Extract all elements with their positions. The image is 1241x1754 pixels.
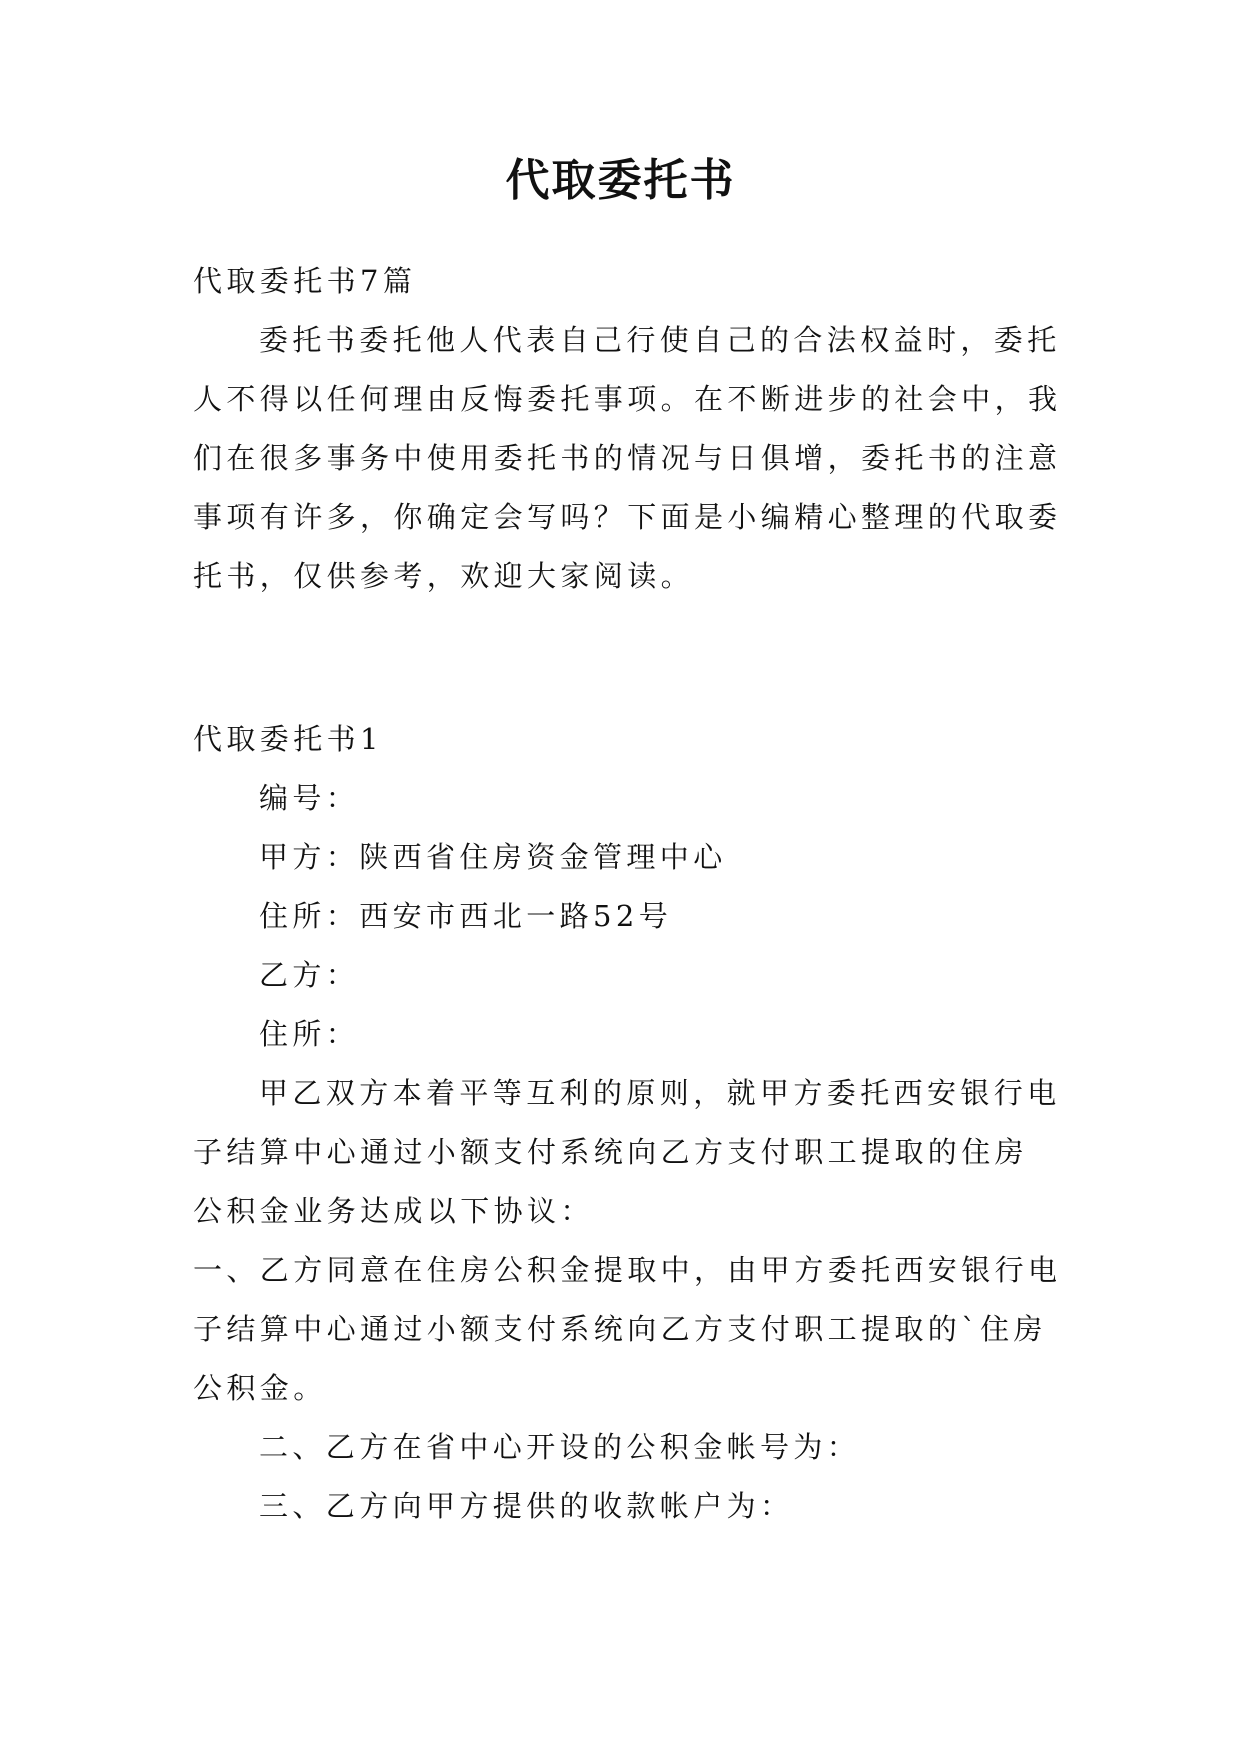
intro-heading: 代取委托书7篇	[193, 264, 417, 298]
clause-1-line: 子结算中心通过小额支付系统向乙方支付职工提取的`住房	[193, 1312, 1047, 1346]
party-b-address: 住所：	[259, 1017, 360, 1051]
intro-paragraph-line: 事项有许多，你确定会写吗？下面是小编精心整理的代取委	[193, 500, 1062, 534]
intro-paragraph-line: 们在很多事务中使用委托书的情况与日俱增，委托书的注意	[193, 441, 1062, 475]
party-a-address: 住所：西安市西北一路52号	[259, 899, 673, 933]
agreement-line: 子结算中心通过小额支付系统向乙方支付职工提取的住房	[193, 1135, 1029, 1169]
clause-1-line: 一、乙方同意在住房公积金提取中，由甲方委托西安银行电	[193, 1253, 1062, 1287]
intro-paragraph-line: 委托书委托他人代表自己行使自己的合法权益时，委托	[259, 323, 1061, 357]
agreement-line: 甲乙双方本着平等互利的原则，就甲方委托西安银行电	[259, 1076, 1061, 1110]
clause-3: 三、乙方向甲方提供的收款帐户为：	[259, 1489, 794, 1523]
intro-paragraph-line: 托书，仅供参考，欢迎大家阅读。	[193, 559, 695, 593]
document-title: 代取委托书	[505, 155, 736, 206]
intro-paragraph-line: 人不得以任何理由反悔委托事项。在不断进步的社会中，我	[193, 382, 1062, 416]
clause-2: 二、乙方在省中心开设的公积金帐号为：	[259, 1430, 861, 1464]
agreement-line: 公积金业务达成以下协议：	[193, 1194, 594, 1228]
number-label: 编号：	[259, 781, 360, 815]
party-a: 甲方：陕西省住房资金管理中心	[259, 840, 727, 874]
party-b: 乙方：	[259, 958, 360, 992]
section-heading: 代取委托书1	[193, 722, 383, 756]
intro-section	[193, 252, 1062, 606]
clause-1-line: 公积金。	[193, 1371, 327, 1405]
section-1	[193, 710, 1062, 1536]
